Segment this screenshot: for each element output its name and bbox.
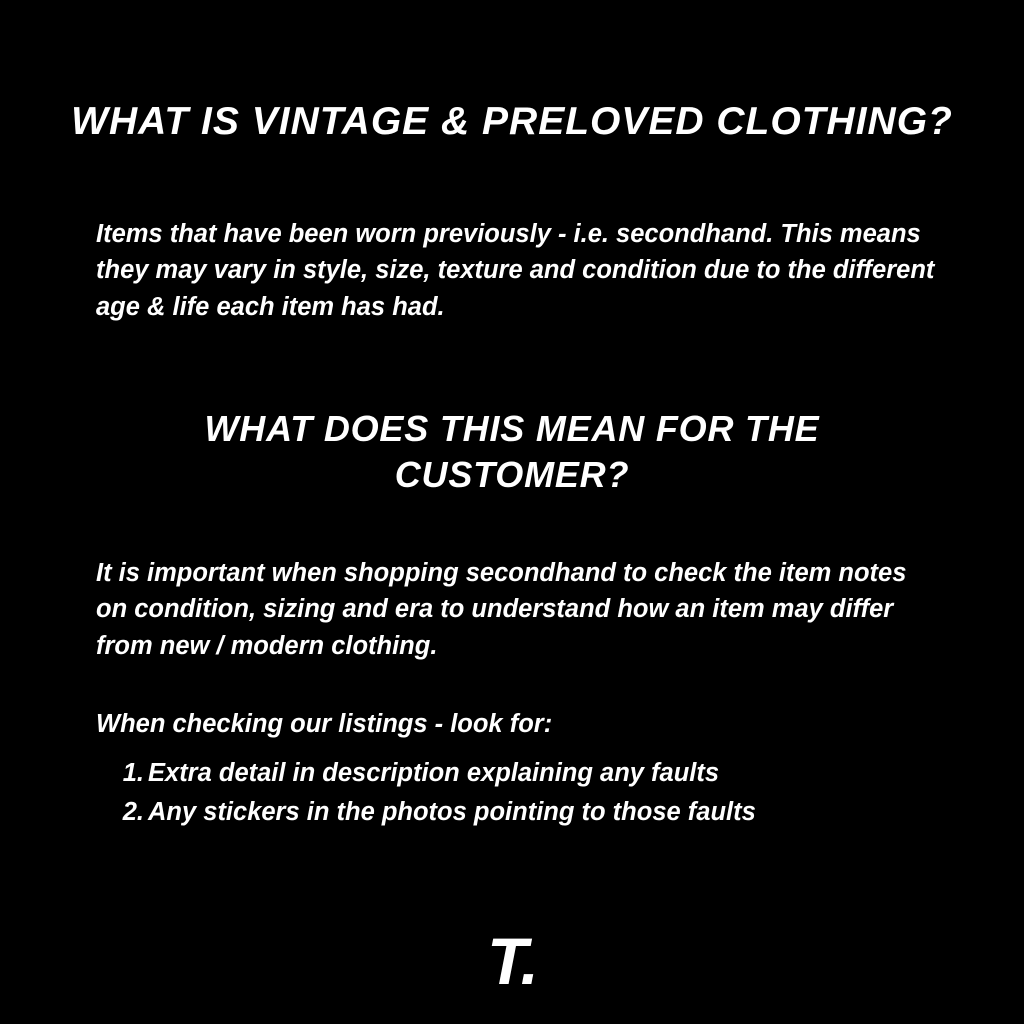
list-item-label: Extra detail in description explaining any faults [148,759,720,787]
checklist [96,754,988,832]
section-heading-customer: WHAT DOES THIS MEAN FOR THE CUSTOMER? [204,407,820,495]
definition-paragraph: Items that have been worn previously - i.e. secondhand. This means they may vary in style, size, texture and condition due to the different age & life each item has had. [96,219,935,322]
list-item-label: Any stickers in the photos pointing to those faults [148,797,756,826]
brand-logo: T. [487,924,537,998]
page-title: WHAT IS VINTAGE & PRELOVED CLOTHING? [71,100,953,144]
importance-paragraph: It is important when shopping secondhand to check the item notes on condition, sizing and era to understand how an item may differ from new / modern clothing. [96,558,907,661]
list-item-number: 1. [122,759,144,787]
list-item-number: 2. [122,797,144,826]
list-item [122,793,988,832]
list-item [122,754,988,793]
checklist-intro-text: When checking our listings - look for: [96,709,553,738]
